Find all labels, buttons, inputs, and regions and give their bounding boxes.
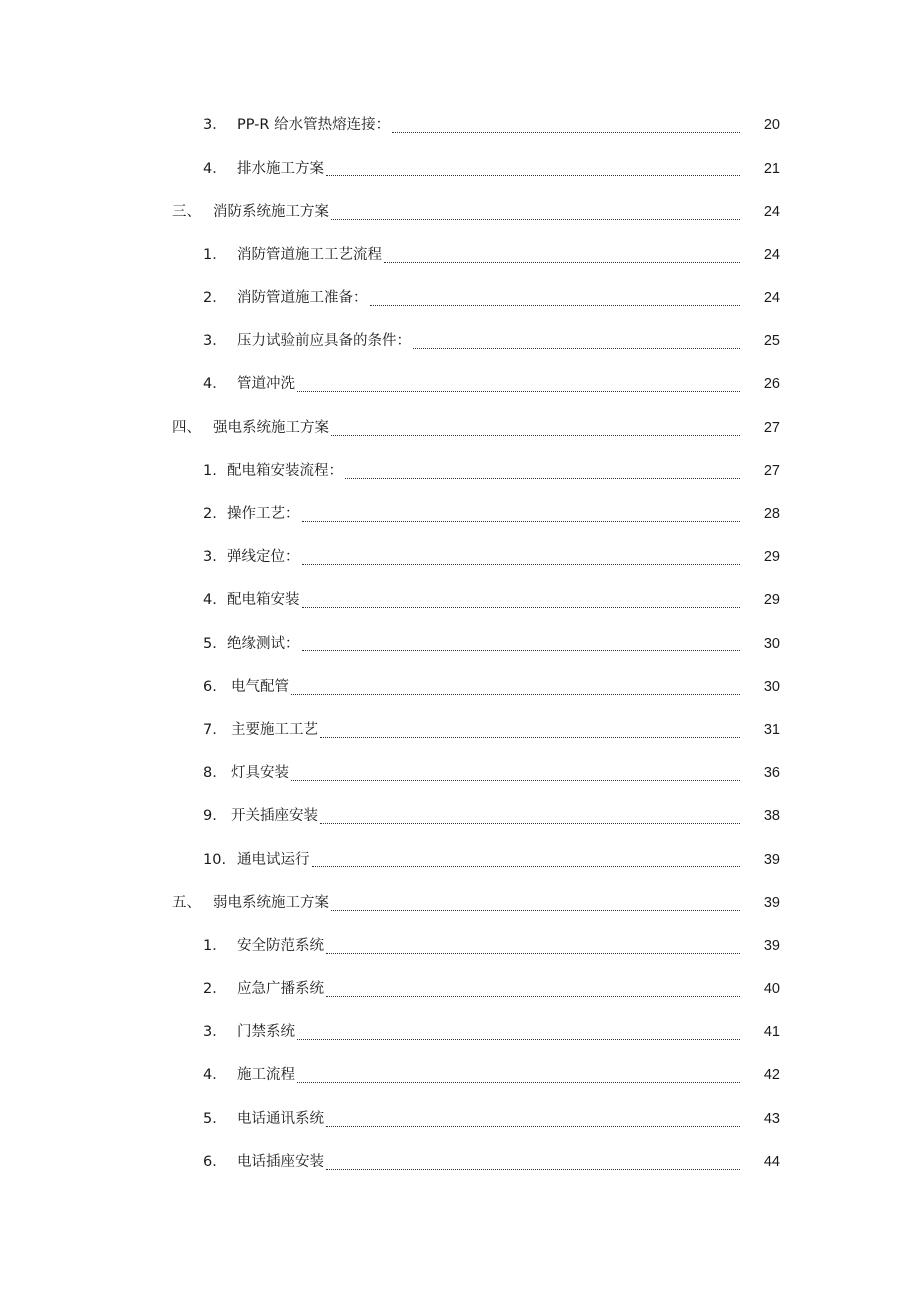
toc-dot-leader bbox=[320, 822, 740, 824]
toc-dot-leader bbox=[326, 1168, 740, 1170]
toc-entry-title: 电话通讯系统 bbox=[237, 1110, 324, 1127]
toc-subsection-entry[interactable] bbox=[0, 968, 920, 1011]
toc-entry-page-number: 29 bbox=[763, 592, 780, 609]
toc-section-entry[interactable] bbox=[0, 190, 920, 233]
toc-entry-number: 1. bbox=[203, 462, 217, 479]
toc-entry-title: 电话插座安装 bbox=[237, 1153, 324, 1170]
toc-entry-title: 排水施工方案 bbox=[237, 160, 324, 177]
toc-entry-title: 开关插座安装 bbox=[231, 808, 318, 825]
toc-entry-number: 1． bbox=[203, 937, 227, 954]
toc-entry-title: 弱电系统施工方案 bbox=[213, 894, 329, 911]
toc-entry-page-number: 25 bbox=[763, 333, 780, 350]
toc-subsection-entry[interactable] bbox=[0, 752, 920, 795]
toc-entry-page-number: 39 bbox=[763, 851, 780, 868]
toc-subsection-entry[interactable] bbox=[0, 1097, 920, 1140]
toc-entry-number: 7. bbox=[203, 721, 217, 738]
toc-entry-page-number: 44 bbox=[763, 1153, 780, 1170]
toc-entry-number: 3． bbox=[203, 333, 227, 350]
toc-subsection-entry[interactable] bbox=[0, 795, 920, 838]
toc-dot-leader bbox=[326, 952, 740, 954]
toc-subsection-entry[interactable] bbox=[0, 925, 920, 968]
toc-dot-leader bbox=[331, 909, 740, 911]
toc-subsection-entry[interactable] bbox=[0, 277, 920, 320]
toc-dot-leader bbox=[384, 261, 740, 263]
toc-entry-page-number: 29 bbox=[763, 549, 780, 566]
toc-entry-page-number: 40 bbox=[763, 981, 780, 998]
toc-entry-page-number: 24 bbox=[763, 290, 780, 307]
toc-entry-title: 强电系统施工方案 bbox=[213, 419, 329, 436]
toc-entry-page-number: 31 bbox=[763, 721, 780, 738]
toc-dot-leader bbox=[413, 347, 740, 349]
toc-entry-title: 配电箱安装 bbox=[227, 592, 300, 609]
toc-entry-page-number: 24 bbox=[763, 203, 780, 220]
toc-dot-leader bbox=[302, 563, 741, 565]
toc-entry-title: 绝缘测试： bbox=[227, 635, 300, 652]
toc-subsection-entry[interactable] bbox=[0, 579, 920, 622]
toc-entry-number: 1． bbox=[203, 246, 227, 263]
toc-entry-number: 3． bbox=[203, 117, 227, 134]
toc-entry-number: 2. bbox=[203, 506, 217, 523]
toc-subsection-entry[interactable] bbox=[0, 320, 920, 363]
toc-entry-title: 管道冲洗 bbox=[237, 376, 295, 393]
toc-entry-page-number: 39 bbox=[763, 894, 780, 911]
toc-entry-title: 操作工艺： bbox=[227, 506, 300, 523]
toc-entry-title: 施工流程 bbox=[237, 1067, 295, 1084]
toc-entry-number: 4． bbox=[203, 1067, 227, 1084]
table-of-contents bbox=[0, 104, 920, 1184]
toc-entry-number: 2． bbox=[203, 290, 227, 307]
toc-dot-leader bbox=[302, 520, 741, 522]
toc-subsection-entry[interactable] bbox=[0, 493, 920, 536]
toc-dot-leader bbox=[291, 693, 740, 695]
toc-entry-number: 2． bbox=[203, 981, 227, 998]
toc-entry-page-number: 36 bbox=[763, 765, 780, 782]
toc-entry-title: 主要施工工艺 bbox=[231, 721, 318, 738]
toc-section-entry[interactable] bbox=[0, 881, 920, 924]
toc-entry-title: 通电试运行 bbox=[237, 851, 310, 868]
toc-dot-leader bbox=[345, 477, 740, 479]
toc-dot-leader bbox=[326, 1125, 740, 1127]
toc-subsection-entry[interactable] bbox=[0, 665, 920, 708]
toc-subsection-entry[interactable] bbox=[0, 709, 920, 752]
toc-subsection-entry[interactable] bbox=[0, 450, 920, 493]
toc-dot-leader bbox=[331, 218, 740, 220]
toc-entry-title: 灯具安装 bbox=[231, 765, 289, 782]
toc-dot-leader bbox=[297, 390, 740, 392]
toc-entry-number: 3. bbox=[203, 549, 217, 566]
toc-entry-page-number: 20 bbox=[763, 117, 780, 134]
toc-entry-number: 6． bbox=[203, 1153, 227, 1170]
toc-entry-title: 弹线定位： bbox=[227, 549, 300, 566]
toc-entry-number: 6. bbox=[203, 678, 217, 695]
toc-entry-number: 4． bbox=[203, 376, 227, 393]
toc-subsection-entry[interactable] bbox=[0, 838, 920, 881]
toc-section-entry[interactable] bbox=[0, 406, 920, 449]
toc-entry-title: 配电箱安装流程： bbox=[227, 462, 343, 479]
toc-subsection-entry[interactable] bbox=[0, 104, 920, 147]
toc-entry-number: 四、 bbox=[172, 419, 201, 436]
toc-subsection-entry[interactable] bbox=[0, 536, 920, 579]
toc-entry-page-number: 28 bbox=[763, 506, 780, 523]
toc-entry-number: 5． bbox=[203, 1110, 227, 1127]
toc-dot-leader bbox=[326, 174, 740, 176]
toc-entry-number: 4. bbox=[203, 592, 217, 609]
toc-entry-title: 门禁系统 bbox=[237, 1024, 295, 1041]
toc-subsection-entry[interactable] bbox=[0, 363, 920, 406]
toc-dot-leader bbox=[392, 131, 740, 133]
toc-dot-leader bbox=[297, 1081, 740, 1083]
toc-entry-number: 10. bbox=[203, 851, 227, 868]
toc-dot-leader bbox=[312, 865, 741, 867]
toc-entry-page-number: 39 bbox=[763, 937, 780, 954]
toc-subsection-entry[interactable] bbox=[0, 622, 920, 665]
toc-entry-page-number: 30 bbox=[763, 678, 780, 695]
toc-entry-title: 消防管道施工准备： bbox=[237, 290, 368, 307]
toc-entry-title: 安全防范系统 bbox=[237, 937, 324, 954]
toc-entry-page-number: 42 bbox=[763, 1067, 780, 1084]
toc-entry-title: PP-R 给水管热熔连接： bbox=[237, 117, 391, 134]
toc-entry-title: 应急广播系统 bbox=[237, 981, 324, 998]
toc-subsection-entry[interactable] bbox=[0, 1011, 920, 1054]
toc-dot-leader bbox=[331, 434, 740, 436]
toc-subsection-entry[interactable] bbox=[0, 1141, 920, 1184]
toc-entry-number: 五、 bbox=[172, 894, 201, 911]
toc-dot-leader bbox=[291, 779, 740, 781]
toc-entry-number: 3． bbox=[203, 1024, 227, 1041]
toc-entry-title: 消防系统施工方案 bbox=[213, 203, 329, 220]
toc-entry-number: 8. bbox=[203, 765, 217, 782]
toc-entry-title: 电气配管 bbox=[231, 678, 289, 695]
toc-subsection-entry[interactable] bbox=[0, 234, 920, 277]
toc-subsection-entry[interactable] bbox=[0, 147, 920, 190]
toc-entry-number: 三、 bbox=[172, 203, 201, 220]
toc-dot-leader bbox=[297, 1038, 740, 1040]
toc-entry-page-number: 41 bbox=[763, 1024, 780, 1041]
toc-entry-page-number: 21 bbox=[763, 160, 780, 177]
toc-dot-leader bbox=[302, 649, 741, 651]
toc-entry-page-number: 30 bbox=[763, 635, 780, 652]
toc-subsection-entry[interactable] bbox=[0, 1054, 920, 1097]
toc-entry-number: 9. bbox=[203, 808, 217, 825]
toc-entry-page-number: 43 bbox=[763, 1110, 780, 1127]
toc-entry-number: 5. bbox=[203, 635, 217, 652]
toc-entry-page-number: 38 bbox=[763, 808, 780, 825]
toc-dot-leader bbox=[370, 304, 741, 306]
toc-dot-leader bbox=[326, 995, 740, 997]
toc-entry-page-number: 27 bbox=[763, 419, 780, 436]
toc-entry-page-number: 24 bbox=[763, 246, 780, 263]
toc-entry-title: 消防管道施工工艺流程 bbox=[237, 246, 382, 263]
toc-dot-leader bbox=[302, 606, 741, 608]
toc-entry-title: 压力试验前应具备的条件： bbox=[237, 333, 411, 350]
toc-dot-leader bbox=[320, 736, 740, 738]
toc-entry-page-number: 26 bbox=[763, 376, 780, 393]
toc-entry-page-number: 27 bbox=[763, 462, 780, 479]
toc-entry-number: 4． bbox=[203, 160, 227, 177]
